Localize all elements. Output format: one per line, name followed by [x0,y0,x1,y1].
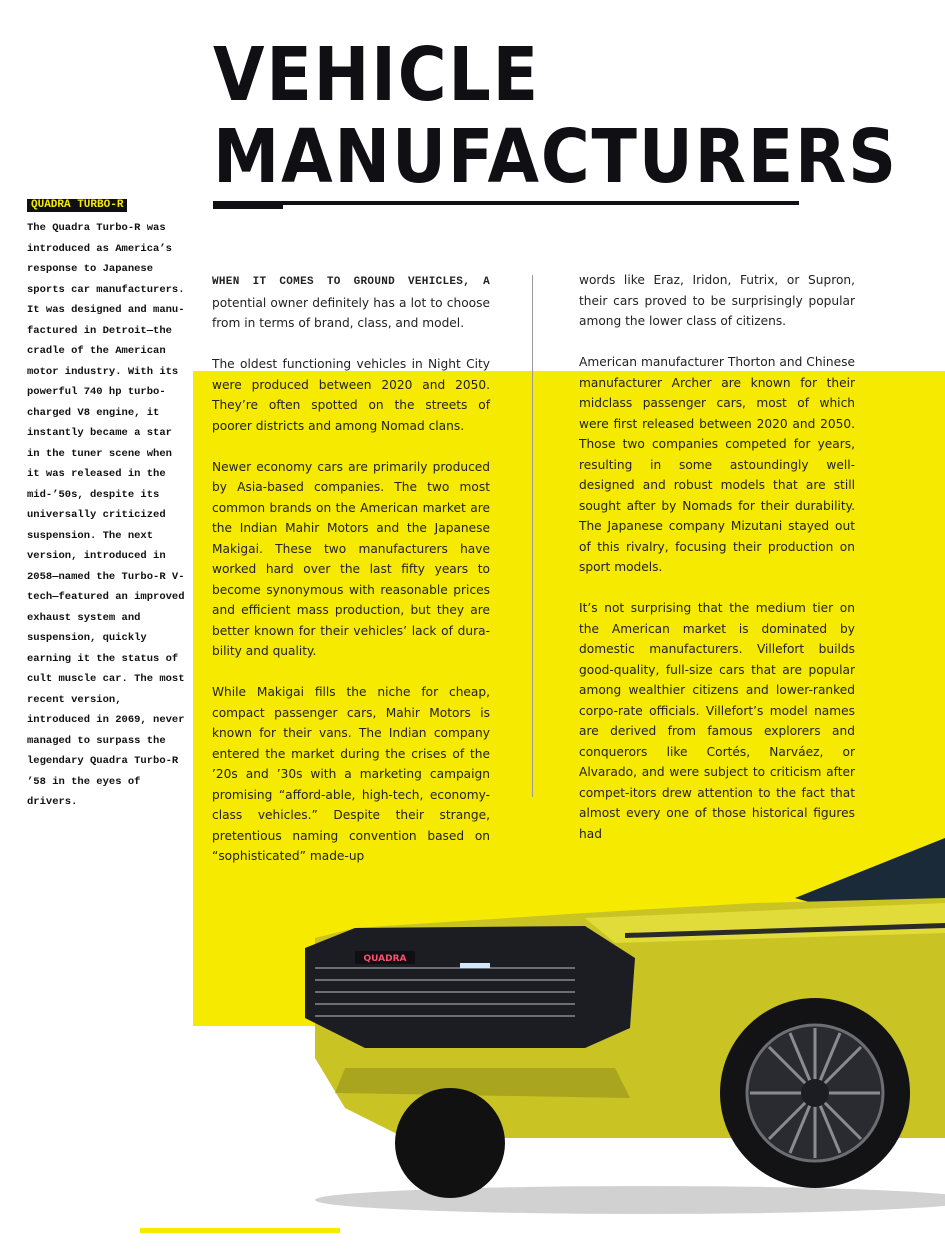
page-title [213,34,898,198]
article-paragraph: While Makigai fills the niche for cheap, compact passenger cars, Mahir Motors is known for their vans. The Indian company entered the market during the crises of the ’20s and ’30s with a marketing campaign promising “afford-able, high-tech, economy-class vehicles.” Despite their strange, pretentious naming convention based on “sophisticated” made-up [212,685,490,863]
front-splitter [335,1068,630,1098]
windshield [795,838,945,908]
title-underline [213,201,799,205]
quadra-car-illustration [285,838,945,1218]
article-paragraph: words like Eraz, Iridon, Futrix, or Supron, their cars proved to be surprisingly popular among the lower class of citizens. [579,273,855,328]
article-paragraph: American manufacturer Thorton and Chinese manufacturer Archer are known for their midclass passenger cars, most of which were first released between 2020 and 2050. Those two companies competed for years, resulting in some astoundingly well-designed and robust models that are still sought after by Nomads for their durability. The Japanese company Mizutani stayed out of this rivalry, focusing their production on sport models. [579,355,855,574]
article-paragraph [212,270,490,334]
article-column-right [579,270,855,865]
bottom-accent-bar [140,1228,340,1233]
article-paragraph: It’s not surprising that the medium tier on the American market is dominated by domestic manufacturers. Villefort builds good-quality, full-size cars that are popular among wealthier citizens and lower-ranked corpo-rate officials. Villefort’s model names are derived from famous explorers and conquerors like Cortés, Narváez, or Alvarado, and were subject to criticism after compet-itors drew attention to the fact that almost every one of those historical figures had [579,601,855,841]
article-paragraph: The oldest functioning vehicles in Night City were produced between 2020 and 2050. They’re often spotted on the streets of poorer districts and among Nomad clans. [212,357,490,433]
column-divider [532,275,533,797]
page-title-line-2: MANUFACTURERS [213,114,898,200]
sidebar-body: The Quadra Turbo-R was introduced as America’s response to Japanese sports car manufacturers. It was designed and manu-factured in Detroit—the cradle of the American motor industry. With its powerful 740 hp turbo-charged V8 engine, it instantly became a star in the tuner scene when it was released in the mid-’50s, despite its universally criticized suspension. The next version, introduced in 2058—named the Turbo-R V-tech—featured an improved exhaust system and suspension, quickly earning it the status of cult muscle car. The most recent version, introduced in 2069, never managed to surpass the legendary Quadra Turbo-R ’58 in the eyes of drivers. [27,222,185,808]
front-tire [395,1088,505,1198]
page-title-line-1: VEHICLE [213,32,540,118]
sidebar-heading: QUADRA TURBO-R [27,199,127,212]
article-column-left [212,270,490,887]
sidebar-box [27,192,185,813]
article-paragraph-text: potential owner definitely has a lot to choose from in terms of brand, class, and model. [212,295,490,330]
article-paragraph: Newer economy cars are primarily produced by Asia-based companies. The two most common brands on the American market are the Indian Mahir Motors and the Japanese Makigai. These two manufacturers have worked hard over the last fifty years to become synonymous with reasonable prices and efficient mass production, but they are better known for their vehicles’ lack of dura-bility and quality. [212,459,490,658]
front-grille-housing [305,926,635,1048]
article-lead: WHEN IT COMES TO GROUND VEHICLES, A [212,276,490,288]
wheel-hub [801,1079,829,1107]
car-badge: QUADRA [363,954,407,964]
headlight [460,963,490,968]
car-shadow [315,1186,945,1214]
